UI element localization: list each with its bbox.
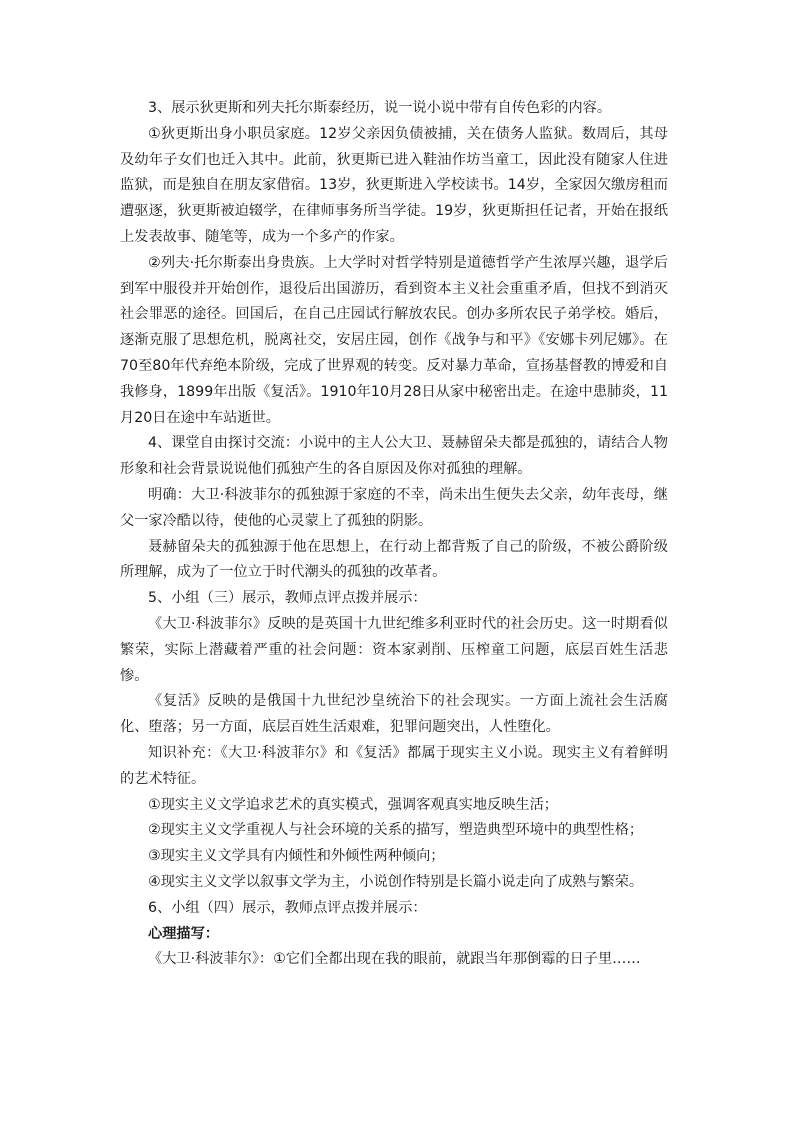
paragraph-realism-feature-2: ②现实主义文学重视人与社会环境的关系的描写，塑造典型环境中的典型性格； — [148, 822, 644, 839]
paragraph-tolstoy-biography: ②列夫·托尔斯泰出身贵族。上大学时对哲学特别是道德哲学产生浓厚兴趣，退学后到军中服役并开始创作，退役后出国游历，看到资本主义社会重重矛盾，但找不到消灭社会罪恶的途径。回国后，在自己庄园试行解放农民。创办多所农民子弟学校。婚后，逐渐克服了思想危机，脱离社交，安居庄园，创作《战争与和平》《安娜卡列尼娜》。在70至80年代弃绝本阶级，完成了世界观的转变。反对暴力革命，宣扬基督教的博爱和自我修身，1899年出版《复活》。1910年10月28日从家中秘密出走。在途中患肺炎，11月20日在途中车站逝世。 — [120, 254, 668, 426]
paragraph-david-copperfield-society: 《大卫·科波菲尔》反映的是英国十九世纪维多利亚时代的社会历史。这一时期看似繁荣，实际上潜藏着严重的社会问题：资本家剥削、压榨童工问题，底层百姓生活悲惨。 — [120, 615, 668, 684]
paragraph-answer-nekhlyudov: 聂赫留朵夫的孤独源于他在思想上，在行动上都背叛了自己的阶级，不被公爵阶级所理解，成为了一位立于时代潮头的孤独的改革者。 — [120, 538, 668, 581]
paragraph-dickens-biography: ①狄更斯出身小职员家庭。12岁父亲因负债被捕，关在债务人监狱。数周后，其母及幼年子女们也迁入其中。此前，狄更斯已进入鞋油作坊当童工，因此没有随家人住进监狱，而是独自在朋友家借宿。13岁，狄更斯进入学校读书。14岁，全家因欠缴房租而遭驱逐，狄更斯被迫辍学，在律师事务所当学徒。19岁，狄更斯担任记者，开始在报纸上发表故事、随笔等，成为一个多产的作家。 — [120, 125, 668, 245]
paragraph-section-3-heading: 3、展示狄更斯和列夫托尔斯泰经历，说一说小说中带有自传色彩的内容。 — [148, 100, 612, 116]
paragraph-knowledge-supplement: 知识补充：《大卫·科波菲尔》和《复活》都属于现实主义小说。现实主义有着鲜明的艺术特征。 — [120, 744, 668, 787]
paragraph-section-5-heading: 5、小组（三）展示，教师点评点拨并展示： — [148, 590, 427, 607]
paragraph-section-4-heading: 4、课堂自由探讨交流：小说中的主人公大卫、聂赫留朵夫都是孤独的，请结合人物形象和社会背景说说他们孤独产生的各自原因及你对孤独的理解。 — [120, 435, 668, 478]
document-body — [120, 96, 668, 973]
paragraph-realism-feature-3: ③现实主义文学具有内倾性和外倾性两种倾向； — [148, 848, 445, 865]
paragraph-david-copperfield-quote: 《大卫·科波菲尔》：①它们全都出现在我的眼前，就跟当年那倒霉的日子里…… — [148, 951, 641, 968]
paragraph-section-6-heading: 6、小组（四）展示，教师点评点拨并展示： — [148, 899, 427, 916]
paragraph-realism-feature-1: ①现实主义文学追求艺术的真实模式，强调客观真实地反映生活； — [148, 796, 558, 813]
paragraph-psychological-description-heading: 心理描写： — [148, 925, 219, 942]
paragraph-resurrection-society: 《复活》反映的是俄国十九世纪沙皇统治下的社会现实。一方面上流社会生活腐化、堕落；另一方面，底层百姓生活艰难，犯罪问题突出，人性堕化。 — [120, 693, 668, 736]
paragraph-answer-david: 明确：大卫·科波菲尔的孤独源于家庭的不幸，尚未出生便失去父亲，幼年丧母，继父一家冷酷以待，使他的心灵蒙上了孤独的阴影。 — [120, 486, 668, 529]
paragraph-realism-feature-4: ④现实主义文学以叙事文学为主，小说创作特别是长篇小说走向了成熟与繁荣。 — [148, 873, 644, 890]
